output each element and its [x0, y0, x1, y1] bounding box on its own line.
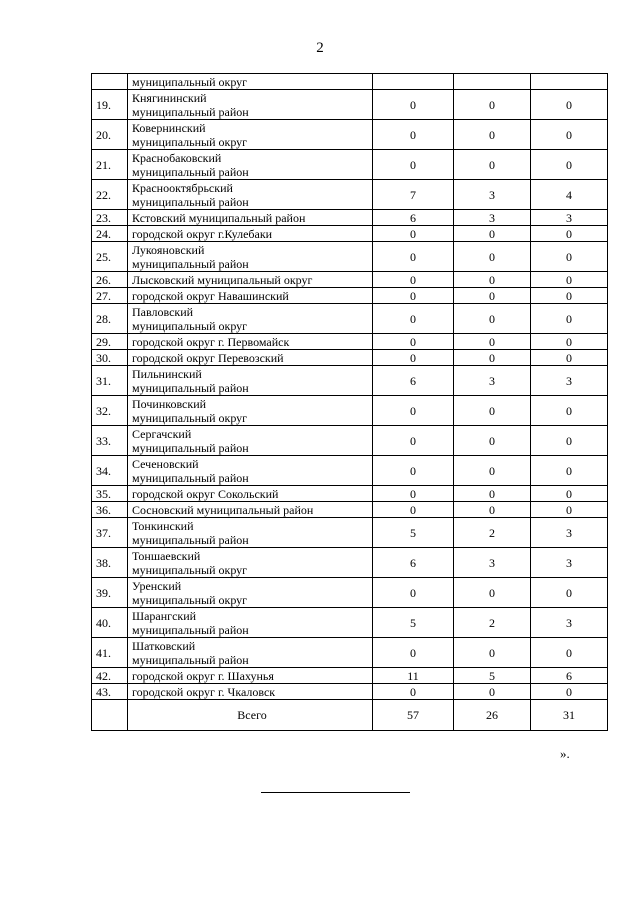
district-name-cell: [128, 608, 373, 638]
row-number-cell: 37.: [92, 518, 128, 548]
value-cell-2: 0: [454, 120, 531, 150]
district-name-line: Краснооктябрьский: [132, 180, 233, 195]
page-number: 2: [316, 40, 324, 56]
value-cell-3: 4: [531, 180, 608, 210]
table-row: [92, 334, 608, 350]
district-name-line: Починковский: [132, 396, 207, 411]
district-name-line: муниципальный округ: [132, 134, 248, 149]
row-number-cell: 41.: [92, 638, 128, 668]
value-cell-1: 0: [373, 90, 454, 120]
table-row: [92, 350, 608, 366]
value-cell-2: 0: [454, 502, 531, 518]
table-row: [92, 486, 608, 502]
table-row-continuation: [92, 74, 608, 90]
value-cell-3: 3: [531, 210, 608, 226]
district-name-line: муниципальный район: [132, 104, 249, 119]
value-cell-2: [454, 74, 531, 90]
value-cell-2: 0: [454, 350, 531, 366]
district-name-cell: [128, 668, 373, 684]
row-number-cell: 42.: [92, 668, 128, 684]
value-cell-1: 0: [373, 272, 454, 288]
table-row: [92, 578, 608, 608]
district-name-line: Шатковский: [132, 638, 196, 653]
district-name-line: Сергачский: [132, 426, 192, 441]
table-row: [92, 668, 608, 684]
value-cell-2: 0: [454, 242, 531, 272]
value-cell-3: 0: [531, 272, 608, 288]
district-name-line: Сосновский муниципальный район: [132, 502, 314, 517]
district-name-line: муниципальный район: [132, 532, 249, 547]
table-row: [92, 456, 608, 486]
value-cell-1: 0: [373, 456, 454, 486]
district-name-line: городской округ Перевозский: [132, 350, 284, 365]
district-name-line: Краснобаковский: [132, 150, 222, 165]
district-name-line: городской округ Сокольский: [132, 486, 279, 501]
districts-table: [91, 73, 608, 731]
value-cell-2: 0: [454, 638, 531, 668]
district-name-cell: [128, 180, 373, 210]
value-cell-2: 0: [454, 288, 531, 304]
table-row: [92, 242, 608, 272]
district-name-line: Княгининский: [132, 90, 207, 105]
table-row: [92, 150, 608, 180]
district-name-cell: [128, 350, 373, 366]
district-name-cell: [128, 334, 373, 350]
table-row: [92, 502, 608, 518]
district-name-line: муниципальный округ: [132, 318, 248, 333]
row-number-cell: [92, 700, 128, 731]
value-cell-1: 0: [373, 638, 454, 668]
district-name-line: Кстовский муниципальный район: [132, 210, 306, 225]
table-row: [92, 304, 608, 334]
value-cell-1: 6: [373, 548, 454, 578]
total-value-1: 57: [373, 700, 454, 731]
value-cell-2: 0: [454, 456, 531, 486]
value-cell-2: 2: [454, 518, 531, 548]
row-number-cell: 28.: [92, 304, 128, 334]
value-cell-2: 0: [454, 684, 531, 700]
value-cell-3: 0: [531, 456, 608, 486]
value-cell-3: 6: [531, 668, 608, 684]
table-row-total: [92, 700, 608, 731]
value-cell-1: 0: [373, 350, 454, 366]
district-name-cell: [128, 304, 373, 334]
value-cell-3: 0: [531, 120, 608, 150]
district-name-line: городской округ г. Шахунья: [132, 668, 274, 683]
row-number-cell: 43.: [92, 684, 128, 700]
value-cell-1: 11: [373, 668, 454, 684]
value-cell-2: 0: [454, 272, 531, 288]
table-row: [92, 426, 608, 456]
row-number-cell: 32.: [92, 396, 128, 426]
table-row: [92, 366, 608, 396]
district-name-line: муниципальный район: [132, 256, 249, 271]
value-cell-3: 0: [531, 486, 608, 502]
value-cell-2: 0: [454, 396, 531, 426]
district-name-line: Уренский: [132, 578, 182, 593]
value-cell-3: 3: [531, 366, 608, 396]
district-name-cell: [128, 242, 373, 272]
district-name-cell: [128, 638, 373, 668]
district-name-line: Павловский: [132, 304, 194, 319]
row-number-cell: 31.: [92, 366, 128, 396]
table-row: [92, 638, 608, 668]
value-cell-1: 5: [373, 518, 454, 548]
value-cell-2: 0: [454, 486, 531, 502]
value-cell-3: 3: [531, 608, 608, 638]
value-cell-1: 6: [373, 366, 454, 396]
row-number-cell: 39.: [92, 578, 128, 608]
district-name-line: Сеченовский: [132, 456, 199, 471]
district-name-cell: [128, 226, 373, 242]
value-cell-1: 0: [373, 242, 454, 272]
value-cell-1: 0: [373, 304, 454, 334]
district-name-line: Лукояновский: [132, 242, 205, 257]
row-number-cell: 20.: [92, 120, 128, 150]
value-cell-1: 0: [373, 288, 454, 304]
district-name-cell: [128, 518, 373, 548]
district-name-cell: [128, 684, 373, 700]
row-number-cell: 29.: [92, 334, 128, 350]
district-name-cell: [128, 396, 373, 426]
district-name-cell: [128, 210, 373, 226]
district-name-line: Лысковский муниципальный округ: [132, 272, 313, 287]
value-cell-1: 0: [373, 120, 454, 150]
value-cell-3: 0: [531, 502, 608, 518]
value-cell-3: 0: [531, 226, 608, 242]
district-name-cell: [128, 120, 373, 150]
table-row: [92, 608, 608, 638]
value-cell-3: 0: [531, 304, 608, 334]
district-name-cell: [128, 366, 373, 396]
district-name-cell: [128, 502, 373, 518]
value-cell-2: 0: [454, 304, 531, 334]
district-name-cell: [128, 578, 373, 608]
value-cell-1: [373, 74, 454, 90]
table-row: [92, 288, 608, 304]
district-name-cell: [128, 150, 373, 180]
table-row: [92, 180, 608, 210]
value-cell-2: 0: [454, 90, 531, 120]
value-cell-2: 3: [454, 548, 531, 578]
district-name-line: муниципальный район: [132, 194, 249, 209]
row-number-cell: 38.: [92, 548, 128, 578]
district-name-line: муниципальный округ: [132, 562, 248, 577]
value-cell-1: 6: [373, 210, 454, 226]
value-cell-3: 0: [531, 334, 608, 350]
district-name-cell: [128, 548, 373, 578]
value-cell-2: 0: [454, 226, 531, 242]
value-cell-3: 0: [531, 242, 608, 272]
value-cell-1: 0: [373, 502, 454, 518]
table-row: [92, 396, 608, 426]
table-row: [92, 272, 608, 288]
value-cell-2: 0: [454, 150, 531, 180]
value-cell-3: 0: [531, 396, 608, 426]
district-name-cell: [128, 272, 373, 288]
district-name-line: городской округ г. Первомайск: [132, 334, 290, 349]
row-number-cell: 26.: [92, 272, 128, 288]
value-cell-1: 0: [373, 150, 454, 180]
value-cell-2: 3: [454, 180, 531, 210]
value-cell-3: 0: [531, 426, 608, 456]
value-cell-3: 0: [531, 350, 608, 366]
table-row: [92, 548, 608, 578]
total-value-2: 26: [454, 700, 531, 731]
closing-quote: ».: [560, 746, 570, 761]
value-cell-2: 3: [454, 366, 531, 396]
table-row: [92, 120, 608, 150]
value-cell-3: 0: [531, 638, 608, 668]
district-name-line: муниципальный район: [132, 380, 249, 395]
district-name-line: городской округ Навашинский: [132, 288, 289, 303]
district-name-line: муниципальный округ: [132, 592, 248, 607]
row-number-cell: 36.: [92, 502, 128, 518]
district-name-line: Тонкинский: [132, 518, 194, 533]
row-number-cell: 30.: [92, 350, 128, 366]
district-name-line: муниципальный район: [132, 470, 249, 485]
table-row: [92, 210, 608, 226]
district-name-cell: [128, 456, 373, 486]
row-number-cell: 40.: [92, 608, 128, 638]
table-row: [92, 684, 608, 700]
table-row: [92, 518, 608, 548]
district-name-line: муниципальный район: [132, 164, 249, 179]
value-cell-3: 3: [531, 518, 608, 548]
district-name-cell: муниципальный округ: [128, 74, 373, 90]
value-cell-3: 0: [531, 90, 608, 120]
district-name-line: Шарангский: [132, 608, 197, 623]
row-number-cell: 34.: [92, 456, 128, 486]
district-name-line: городской округ г. Чкаловск: [132, 684, 276, 699]
row-number-cell: 35.: [92, 486, 128, 502]
district-name-line: Пильнинский: [132, 366, 202, 381]
district-name-line: муниципальный округ: [132, 410, 248, 425]
value-cell-3: [531, 74, 608, 90]
value-cell-2: 5: [454, 668, 531, 684]
district-name-line: городской округ г.Кулебаки: [132, 226, 273, 241]
district-name-cell: [128, 486, 373, 502]
district-name-line: муниципальный район: [132, 622, 249, 637]
value-cell-3: 0: [531, 684, 608, 700]
table-row: [92, 226, 608, 242]
district-name-line: Ковернинский: [132, 120, 206, 135]
value-cell-2: 0: [454, 426, 531, 456]
value-cell-2: 3: [454, 210, 531, 226]
total-label: Всего: [128, 700, 373, 731]
table-row: [92, 90, 608, 120]
signature-line: [261, 792, 410, 793]
value-cell-1: 7: [373, 180, 454, 210]
district-name-line: Тоншаевский: [132, 548, 201, 563]
value-cell-2: 2: [454, 608, 531, 638]
row-number-cell: 27.: [92, 288, 128, 304]
value-cell-1: 0: [373, 334, 454, 350]
value-cell-1: 0: [373, 426, 454, 456]
district-name-cell: [128, 90, 373, 120]
row-number-cell: [92, 74, 128, 90]
district-name-line: муниципальный район: [132, 652, 249, 667]
value-cell-3: 0: [531, 150, 608, 180]
value-cell-1: 0: [373, 684, 454, 700]
row-number-cell: 23.: [92, 210, 128, 226]
value-cell-1: 0: [373, 396, 454, 426]
value-cell-2: 0: [454, 578, 531, 608]
value-cell-2: 0: [454, 334, 531, 350]
district-name-cell: [128, 426, 373, 456]
district-name-cell: [128, 288, 373, 304]
value-cell-1: 0: [373, 226, 454, 242]
row-number-cell: 19.: [92, 90, 128, 120]
row-number-cell: 24.: [92, 226, 128, 242]
value-cell-3: 3: [531, 548, 608, 578]
value-cell-3: 0: [531, 578, 608, 608]
row-number-cell: 22.: [92, 180, 128, 210]
value-cell-1: 0: [373, 486, 454, 502]
value-cell-1: 0: [373, 578, 454, 608]
district-name-line: муниципальный район: [132, 440, 249, 455]
row-number-cell: 21.: [92, 150, 128, 180]
row-number-cell: 33.: [92, 426, 128, 456]
value-cell-3: 0: [531, 288, 608, 304]
total-value-3: 31: [531, 700, 608, 731]
districts-table-body: [92, 74, 608, 731]
row-number-cell: 25.: [92, 242, 128, 272]
value-cell-1: 5: [373, 608, 454, 638]
